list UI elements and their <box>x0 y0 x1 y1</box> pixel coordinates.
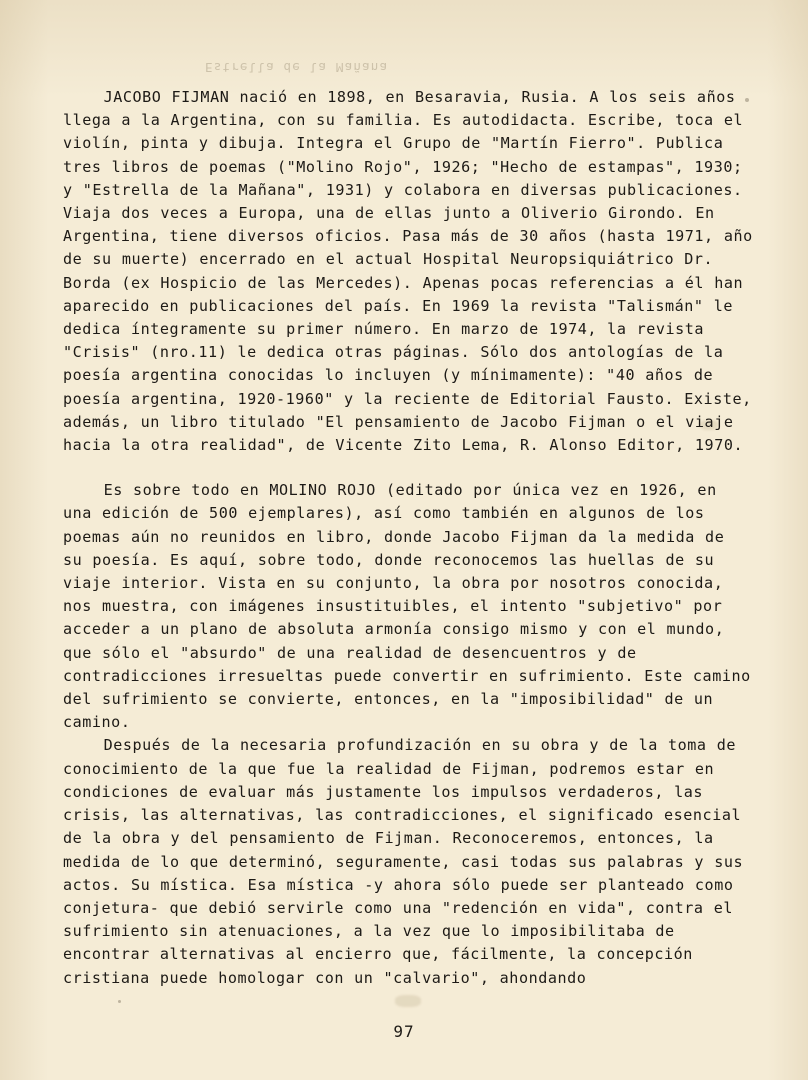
paragraph-molino-rojo: Es sobre todo en MOLINO ROJO (editado por única vez en 1926, en una edición de 500 ejemplares), así como también en algunos de los poemas aún no reunidos en libro, donde Jacobo Fijman da la medida de su poesía. Es aquí, sobre todo, donde reconocemos las huellas de su viaje interior. Vista en su conjunto, la obra por nosotros conocida, nos muestra, con imágenes insustituibles, el intento "subjetivo" por acceder a un plano de absoluta armonía consigo mismo y con el mundo, que sólo el "absurdo" de una realidad de desencuentros y de contradicciones irresueltas puede convertir en sufrimiento. Este camino del sufrimiento se convierte, entonces, en la "imposibilidad" de un camino. <box>63 481 761 732</box>
article-body <box>63 86 763 990</box>
page-number: 97 <box>393 1022 415 1041</box>
paragraph-analysis: Después de la necesaria profundización en su obra y de la toma de conocimiento de la que fue la realidad de Fijman, podremos estar en condiciones de evaluar más justamente los impulsos verdaderos, las crisis, las alternativas, las contradicciones, el significado esencial de la obra y del pensamiento de Fijman. Reconoceremos, entonces, la medida de lo que determinó, seguramente, casi todas sus palabras y sus actos. Su mística. Esa mística -y ahora sólo puede ser planteado como conjetura- que debió servirle como una "redención en vida", contra el sufrimiento sin atenuaciones, a la vez que lo imposibilitaba de encontrar alternativas al encierro que, fácilmente, la concepción cristiana puede homologar con un "calvario", ahondando <box>63 736 754 987</box>
paper-speck <box>118 1000 121 1003</box>
paragraph-biography: JACOBO FIJMAN nació en 1898, en Besaravia, Rusia. A los seis años llega a la Argentina, con su familia. Es autodidacta. Escribe, toca el violín, pinta y dibuja. Integra el Grupo de "Martín Fierro". Publica tres libros de poemas ("Molino Rojo", 1926; "Hecho de estampas", 1930; y "Estrella de la Mañana", 1931) y colabora en diversas publicaciones. Viaja dos veces a Europa, una de ellas junto a Oliverio Girondo. En Argentina, tiene diversos oficios. Pasa más de 30 años (hasta 1971, año de su muerte) encerrado en el actual Hospital Neuropsiquiátrico Dr. Borda (ex Hospicio de las Mercedes). Apenas pocas referencias a él han aparecido en publicaciones del país. En 1969 la revista "Talismán" le dedica íntegramente su primer número. En marzo de 1974, la revista "Crisis" (nro.11) le dedica otras páginas. Sólo dos antologías de la poesía argentina conocidas lo incluyen (y mínimamente): "40 años de poesía argentina, 1920-1960" y la reciente de Editorial Fausto. Existe, además, un libro titulado "El pensamiento de Jacobo Fijman o el viaje hacia la otra realidad", de Vicente Zito Lema, R. Alonso Editor, 1970. <box>63 88 763 455</box>
paper-smudge <box>395 995 421 1007</box>
bleed-through-text: Estrella de la Mañana <box>205 60 389 75</box>
